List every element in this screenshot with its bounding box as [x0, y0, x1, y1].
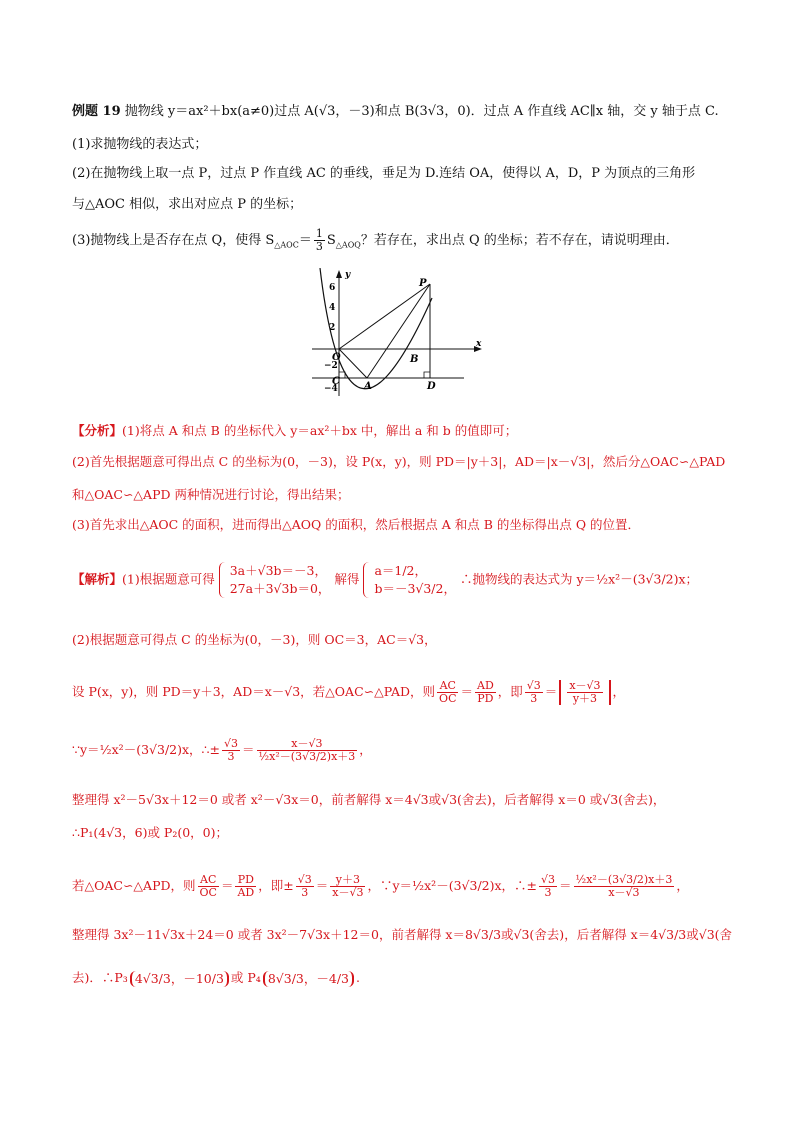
right-angle-mark-d [424, 372, 430, 378]
parabola-figure [312, 268, 488, 398]
problem-label: 例题 19 [72, 104, 121, 119]
solution-line-7: 若△OAC∽△APD，则 $\frac{AC}{OC}$ ＝ $\frac{PD}{AD}$ ，即± $\frac{√3}{3}$ ＝ $\frac{y+3}{x-√3}$ ，∵y＝½x²－(3√3/2)x，∴± $\frac{√3}{3}$ ＝ $\frac{\text{½x²－(3√3/2)x＋3}}{x-√3}$ ， [72, 873, 689, 899]
fraction: $\frac{AD}{PD}$ [477, 679, 494, 705]
fraction: $\frac{\text{½x²－(3√3/2)x＋3}}{x-√3}$ [575, 873, 673, 899]
point-label-a: A [364, 381, 372, 392]
line-ap [367, 284, 430, 378]
y-tick-label: 2 [329, 323, 336, 333]
question-2-line-b: 与△AOC 相似，求出对应点 P 的坐标； [72, 197, 303, 212]
problem-stem: 抛物线 y＝ax²＋bx(a≠0)过点 A(√3，－3)和点 B(3√3，0)．过点 A 作直线 AC∥x 轴，交 y 轴于点 C. [124, 104, 719, 119]
fraction: $\frac{√3}{3}$ [297, 873, 312, 899]
fraction: $\frac{AC}{OC}$ [439, 679, 457, 705]
y-axis-arrow [336, 270, 342, 278]
solution-system: a＝1/2， b＝－3√3/2， [363, 562, 456, 598]
point-p4: 8√3/3，－4/3 [263, 971, 354, 987]
analysis-tag: 【分析】 [72, 423, 123, 438]
point-label-c: C [332, 376, 340, 387]
solution-line-5: 整理得 x²－5√3x＋12＝0 或者 x²－√3x＝0，前者解得 x＝4√3或√3(舍去)，后者解得 x＝0 或√3(舍去)， [72, 792, 666, 807]
fraction: $\frac{PD}{AD}$ [237, 873, 255, 899]
fraction: $\frac{x-√3}{y+3}$ [569, 679, 601, 705]
analysis-line-4: (3)首先求出△AOC 的面积，进而得出△AOQ 的面积，然后根据点 A 和点 B 的坐标得出点 Q 的位置． [72, 517, 641, 532]
question-3: (3)抛物线上是否存在点 Q，使得 $S_{\triangle AOC}=$ $\frac{1}{3}$ $S_{\triangle AOQ}$？若存在，求出点 Q 的坐标；若不存在，请说明理由． [72, 227, 679, 253]
question-2-line-a: (2)在抛物线上取一点 P，过点 P 作直线 AC 的垂线，垂足为 D.连结 OA，使得以 A，D，P 为顶点的三角形 [72, 166, 696, 181]
solution-line-6: ∴P₁(4√3，6)或 P₂(0，0)； [72, 825, 229, 840]
solution-line-4: ∵y＝½x²－(3√3/2)x，∴± $\frac{√3}{3}$ ＝ $\frac{x-√3}{\text{½x²－(3√3/2)x＋3}}$ ， [72, 737, 372, 763]
point-label-o: O [332, 352, 341, 363]
problem-line-1 [72, 104, 719, 120]
fraction: $\frac{x-√3}{\text{½x²－(3√3/2)x＋3}}$ [258, 737, 356, 763]
line-oa [339, 349, 367, 378]
point-label-d: D [427, 381, 436, 392]
y-tick-label: −4 [324, 384, 338, 394]
fraction: $\frac{y+3}{x-√3}$ [332, 873, 364, 899]
point-label-p: P [419, 278, 427, 289]
analysis-line-1: 【分析】(1)将点 A 和点 B 的坐标代入 y＝ax²＋bx 中，解出 a 和 b 的值即可； [72, 423, 518, 438]
question-1: (1)求抛物线的表达式； [72, 137, 208, 152]
solution-tag: 【解析】 [72, 571, 123, 587]
fraction: $\frac{√3}{3}$ [526, 679, 541, 705]
y-tick-label: 4 [329, 303, 336, 313]
y-axis-label: y [345, 270, 351, 280]
y-tick-label: 6 [329, 283, 336, 293]
x-axis-label: x [476, 339, 482, 349]
analysis-line-2: (2)首先根据题意可得出点 C 的坐标为(0，－3)，设 P(x，y)，则 PD＝|y＋3|，AD＝|x－√3|，然后分△OAC∽△PAD [72, 454, 726, 469]
line-op [339, 284, 430, 349]
point-p3: 4√3/3，－10/3 [130, 971, 229, 987]
y-tick-label: −2 [324, 361, 338, 371]
point-label-b: B [410, 354, 419, 365]
fraction: $\frac{1}{3}$ [315, 227, 323, 253]
solution-line-1: 【解析】(1)根据题意可得 3a＋√3b＝－3， 27a＋3√3b＝0， 解得 a＝1/2， b＝－3√3/2， ∴抛物线的表达式为 y＝½x²－(3√3/2)x； [72, 563, 699, 596]
fraction: $\frac{AC}{OC}$ [199, 873, 217, 899]
solution-line-2: (2)根据题意可得点 C 的坐标为(0，－3)，则 OC＝3，AC＝√3， [72, 632, 437, 647]
solution-line-9: 去)．∴P₃ 4√3/3，－10/3 或 P₄ 8√3/3，－4/3 . [72, 970, 360, 986]
solution-line-8: 整理得 3x²－11√3x＋24＝0 或者 3x²－7√3x＋12＝0，前者解得 x＝8√3/3或√3(舍去)，后者解得 x＝4√3/3或√3(舍 [72, 927, 733, 942]
equation-system: 3a＋√3b＝－3， 27a＋3√3b＝0， [219, 562, 331, 598]
fraction: $\frac{√3}{3}$ [223, 737, 238, 763]
fraction: $\frac{√3}{3}$ [541, 873, 556, 899]
analysis-line-3: 和△OAC∽△APD 两种情况进行讨论，得出结果； [72, 487, 350, 502]
solution-line-3: 设 P(x，y)，则 PD＝y＋3，AD＝x－√3，若△OAC∽△PAD，则 $\frac{AC}{OC}$ ＝ $\frac{AD}{PD}$ ，即 $\frac{√3}{3}$ ＝ $\frac{x-√3}{y+3}$ ， [72, 679, 626, 705]
absolute-value [559, 680, 610, 705]
